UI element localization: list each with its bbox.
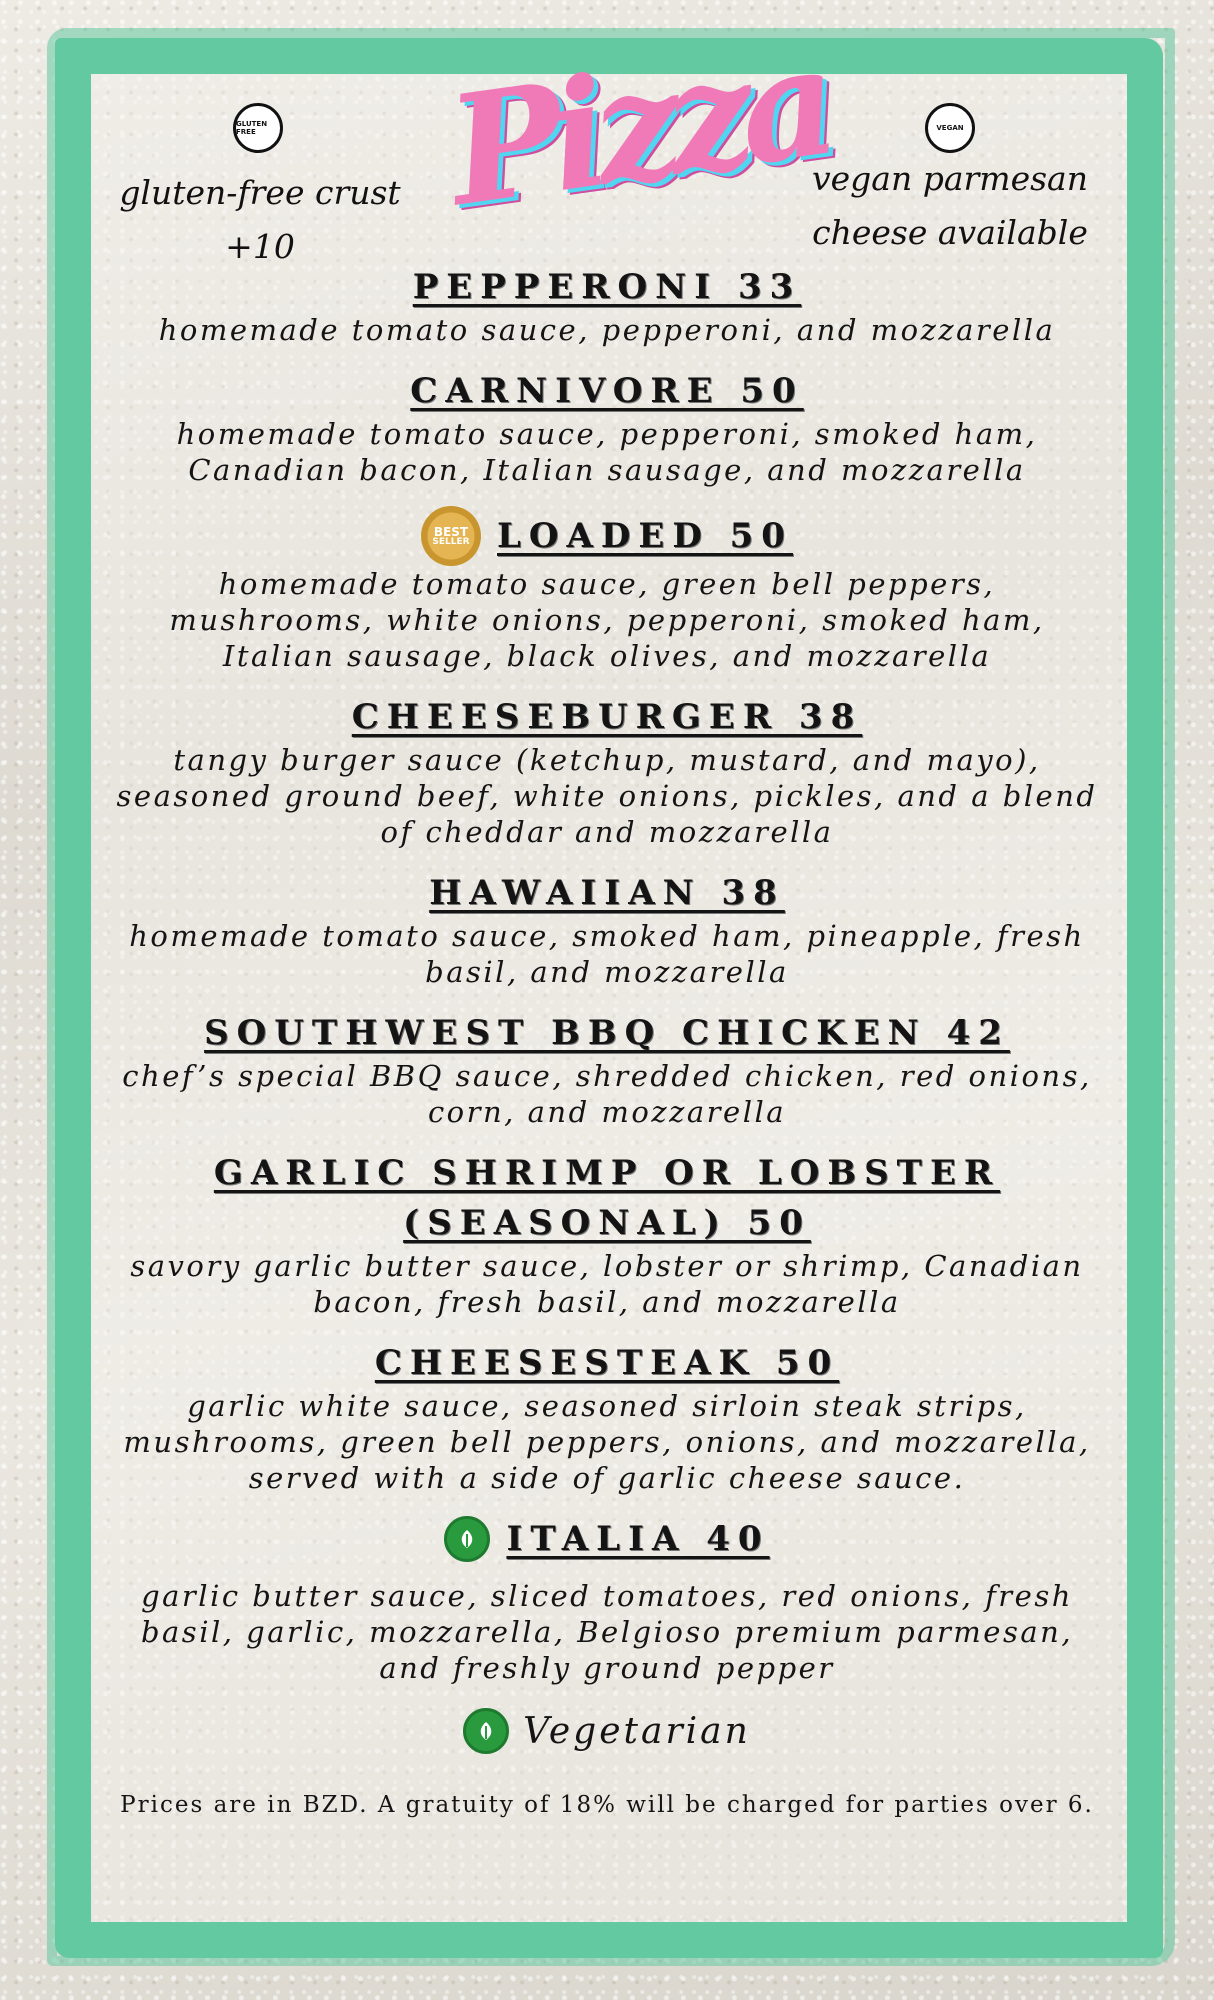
menu-item-hawaiian xyxy=(100,868,1114,990)
item-description: garlic white sauce, seasoned sirloin steak strips, mushrooms, green bell peppers, onions, and mozzarella, served with a side of garlic cheese sauce. xyxy=(123,1389,1091,1495)
vegan-note-line1: vegan parmesan xyxy=(812,159,1088,198)
item-title-row xyxy=(100,506,1114,566)
menu-item-garlic-shrimp-lobster xyxy=(100,1148,1114,1320)
menu-item-loaded xyxy=(100,506,1114,674)
item-title: CARNIVORE 50 xyxy=(410,371,804,411)
item-description: homemade tomato sauce, smoked ham, pineapple, fresh basil, and mozzarella xyxy=(129,919,1085,989)
gluten-free-icon: GLUTEN FREE xyxy=(233,103,283,153)
item-title: CHEESEBURGER 38 xyxy=(351,697,863,737)
best-seller-line2: SELLER xyxy=(432,536,470,547)
item-description: homemade tomato sauce, green bell peppers, mushrooms, white onions, pepperoni, smoked ham, Italian sausage, black olives, and mozzarella xyxy=(169,567,1045,673)
menu-item-carnivore xyxy=(100,366,1114,488)
vegan-icon: VEGAN xyxy=(925,103,975,153)
vegetarian-legend xyxy=(100,1708,1114,1754)
pizza-logo: Pizza xyxy=(438,13,837,241)
pizza-menu xyxy=(100,262,1114,1818)
item-title: HAWAIIAN 38 xyxy=(429,873,785,913)
menu-item-southwest-bbq-chicken xyxy=(100,1008,1114,1130)
menu-item-cheeseburger xyxy=(100,692,1114,850)
vegetarian-leaf-icon xyxy=(463,1708,509,1754)
item-title: PEPPERONI 33 xyxy=(412,267,802,307)
menu-item-italia xyxy=(100,1514,1114,1686)
menu-item-pepperoni xyxy=(100,262,1114,348)
vegetarian-leaf-icon xyxy=(444,1516,490,1562)
item-title-row xyxy=(100,1514,1114,1564)
price-note: Prices are in BZD. A gratuity of 18% will be charged for parties over 6. xyxy=(120,1792,1094,1818)
best-seller-badge xyxy=(421,506,481,566)
item-title: SOUTHWEST BBQ CHICKEN 42 xyxy=(204,1013,1010,1053)
item-title: GARLIC SHRIMP OR LOBSTER (SEASONAL) 50 xyxy=(213,1153,1001,1243)
gluten-free-note: gluten-free crust +10 xyxy=(119,173,401,266)
item-title: LOADED 50 xyxy=(497,516,793,556)
item-description: chef’s special BBQ sauce, shredded chicken, red onions, corn, and mozzarella xyxy=(122,1059,1092,1129)
item-title: CHEESESTEAK 50 xyxy=(374,1343,840,1383)
vegan-note-line2: cheese available xyxy=(812,213,1088,252)
best-seller-line1: BEST xyxy=(433,524,469,539)
item-description: tangy burger sauce (ketchup, mustard, and mayo), seasoned ground beef, white onions, pickles, and a blend of cheddar and mozzarella xyxy=(116,743,1098,849)
item-description: garlic butter sauce, sliced tomatoes, red onions, fresh basil, garlic, mozzarella, Belgioso premium parmesan, and freshly ground pepper xyxy=(140,1579,1074,1685)
item-description: homemade tomato sauce, pepperoni, and mozzarella xyxy=(158,313,1056,347)
vegetarian-label: Vegetarian xyxy=(523,1710,751,1752)
vegan-note xyxy=(800,152,1100,260)
item-description: homemade tomato sauce, pepperoni, smoked ham, Canadian bacon, Italian sausage, and mozzarella xyxy=(176,417,1038,487)
item-description: savory garlic butter sauce, lobster or shrimp, Canadian bacon, fresh basil, and mozzarella xyxy=(130,1249,1084,1319)
item-title: ITALIA 40 xyxy=(506,1519,770,1559)
menu-item-cheesesteak xyxy=(100,1338,1114,1496)
